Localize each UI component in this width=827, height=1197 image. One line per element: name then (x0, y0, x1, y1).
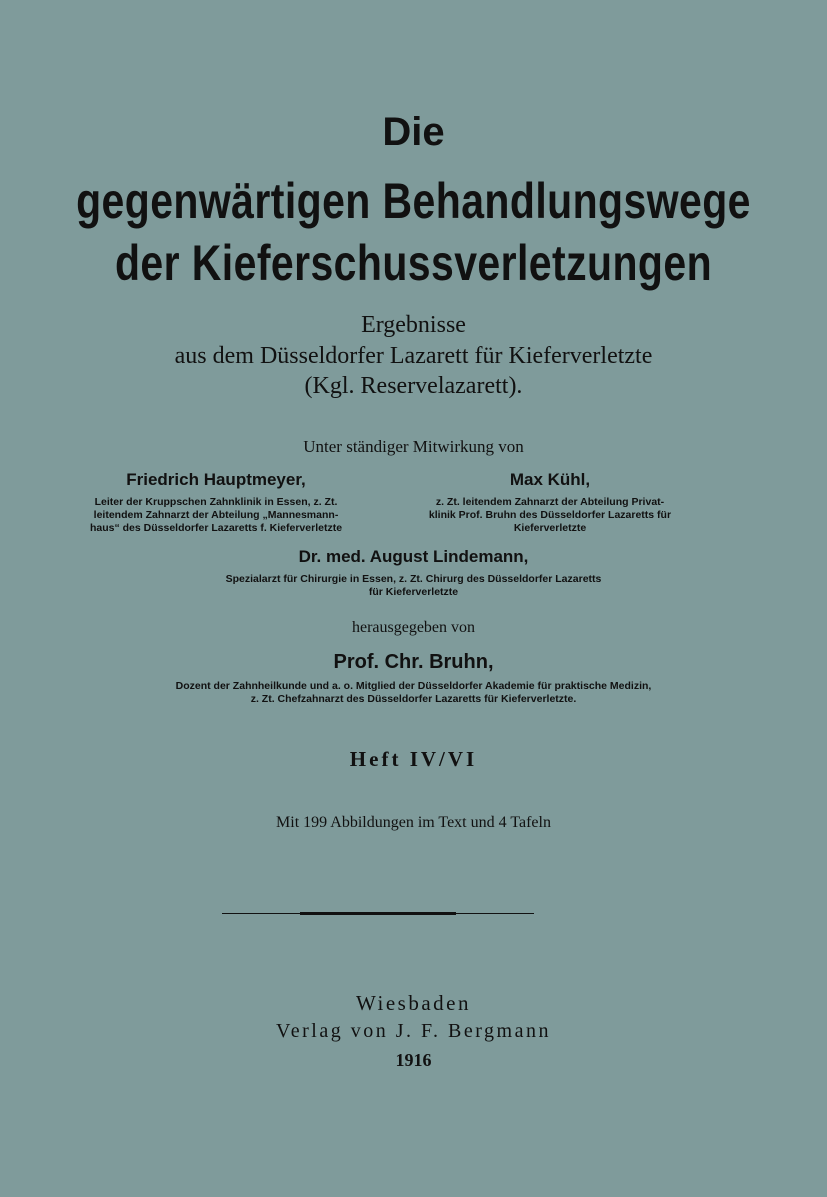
title-line-2: der Kieferschussverletzungen (114, 235, 713, 291)
contributor-desc-line: Kieferverletzte (513, 522, 587, 534)
editor-name: Prof. Chr. Bruhn, (333, 651, 494, 673)
contributor-hauptmeyer (66, 470, 366, 535)
issue-label: Heft IV/VI (349, 747, 478, 771)
editor-block (0, 651, 827, 706)
contributor-desc-line: für Kieferverletzte (368, 586, 459, 598)
decorative-rule (222, 912, 534, 915)
subtitle-line-2: aus dem Düsseldorfer Lazarett für Kieferverletzte (174, 343, 653, 369)
title-article: Die (382, 110, 445, 154)
contributor-desc-line: klinik Prof. Bruhn des Düsseldorfer Lazaretts für (428, 509, 672, 521)
contributor-name: Friedrich Hauptmeyer, (126, 470, 306, 489)
publisher-name: Verlag von J. F. Bergmann (276, 1020, 551, 1042)
contributor-desc-line: Spezialarzt für Chirurgie in Essen, z. Zt. Chirurg des Düsseldorfer Lazaretts (225, 573, 602, 585)
editor-desc-line: Dozent der Zahnheilkunde und a. o. Mitglied der Düsseldorfer Akademie für praktische Medizin, (175, 680, 652, 692)
contributor-name: Dr. med. August Lindemann, (298, 547, 529, 566)
publication-year: 1916 (395, 1050, 432, 1070)
contributor-desc-line: leitendem Zahnarzt der Abteilung „Mannesmann- (93, 509, 339, 521)
contributor-kuehl (392, 470, 708, 535)
contributor-desc-line: z. Zt. leitendem Zahnarzt der Abteilung Privat- (435, 496, 665, 508)
subtitle-line-3: (Kgl. Reservelazarett). (304, 373, 523, 399)
rule-thick-center (300, 912, 456, 915)
contributor-name: Max Kühl, (509, 470, 591, 489)
contributor-desc-line: haus“ des Düsseldorfer Lazaretts f. Kieferverletzte (89, 522, 343, 534)
illustrations-note: Mit 199 Abbildungen im Text und 4 Tafeln (276, 814, 551, 831)
subtitle-line-1: Ergebnisse (361, 312, 466, 338)
contributor-desc-line: Leiter der Kruppschen Zahnklinik in Essen, z. Zt. (94, 496, 338, 508)
editor-intro: herausgegeben von (351, 619, 476, 636)
editor-desc-line: z. Zt. Chefzahnarzt des Düsseldorfer Lazaretts für Kieferverletzte. (250, 693, 577, 705)
publisher-city: Wiesbaden (356, 991, 471, 1015)
contributor-lindemann (0, 547, 827, 599)
title-line-1: gegenwärtigen Behandlungswege (76, 173, 751, 229)
collaboration-intro: Unter ständiger Mitwirkung von (303, 437, 524, 456)
